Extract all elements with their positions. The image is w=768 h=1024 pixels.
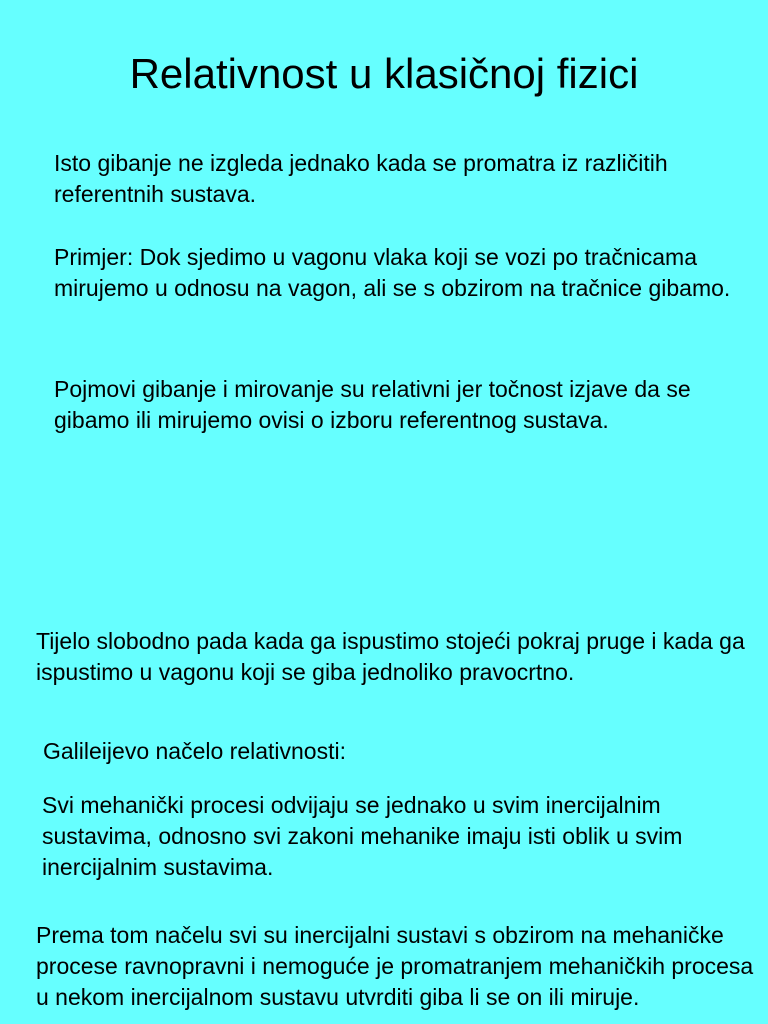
paragraph-galileo-principle: Svi mehanički procesi odvijaju se jednako u svim inercijalnim sustavima, odnosno svi zakoni mehanike imaju isti oblik u svim inercijalnim sustavima.	[42, 792, 683, 880]
paragraph-relative-motion: Pojmovi gibanje i mirovanje su relativni jer točnost izjave da se gibamo ili mirujemo ovisi o izboru referentnog sustava.	[54, 376, 691, 433]
paragraph-galileo-heading: Galileijevo načelo relativnosti:	[43, 738, 346, 764]
paragraph-reference-frames: Isto gibanje ne izgleda jednako kada se promatra iz različitih referentnih sustava.	[54, 150, 668, 207]
paragraph-inertial-frames: Prema tom načelu svi su inercijalni sustavi s obzirom na mehaničke procese ravnopravni i nemoguće je promatranjem mehaničkih procesa u nekom inercijalnom sustavu utvrditi giba li se on ili miruje.	[36, 922, 754, 1010]
page-title: Relativnost u klasičnoj fizici	[129, 50, 639, 97]
paragraph-train-example: Primjer: Dok sjedimo u vagonu vlaka koji se vozi po tračnicama mirujemo u odnosu na vagon, ali se s obzirom na tračnice gibamo.	[54, 244, 731, 301]
paragraph-free-fall: Tijelo slobodno pada kada ga ispustimo stojeći pokraj pruge i kada ga ispustimo u vagonu koji se giba jednoliko pravocrtno.	[36, 628, 745, 685]
